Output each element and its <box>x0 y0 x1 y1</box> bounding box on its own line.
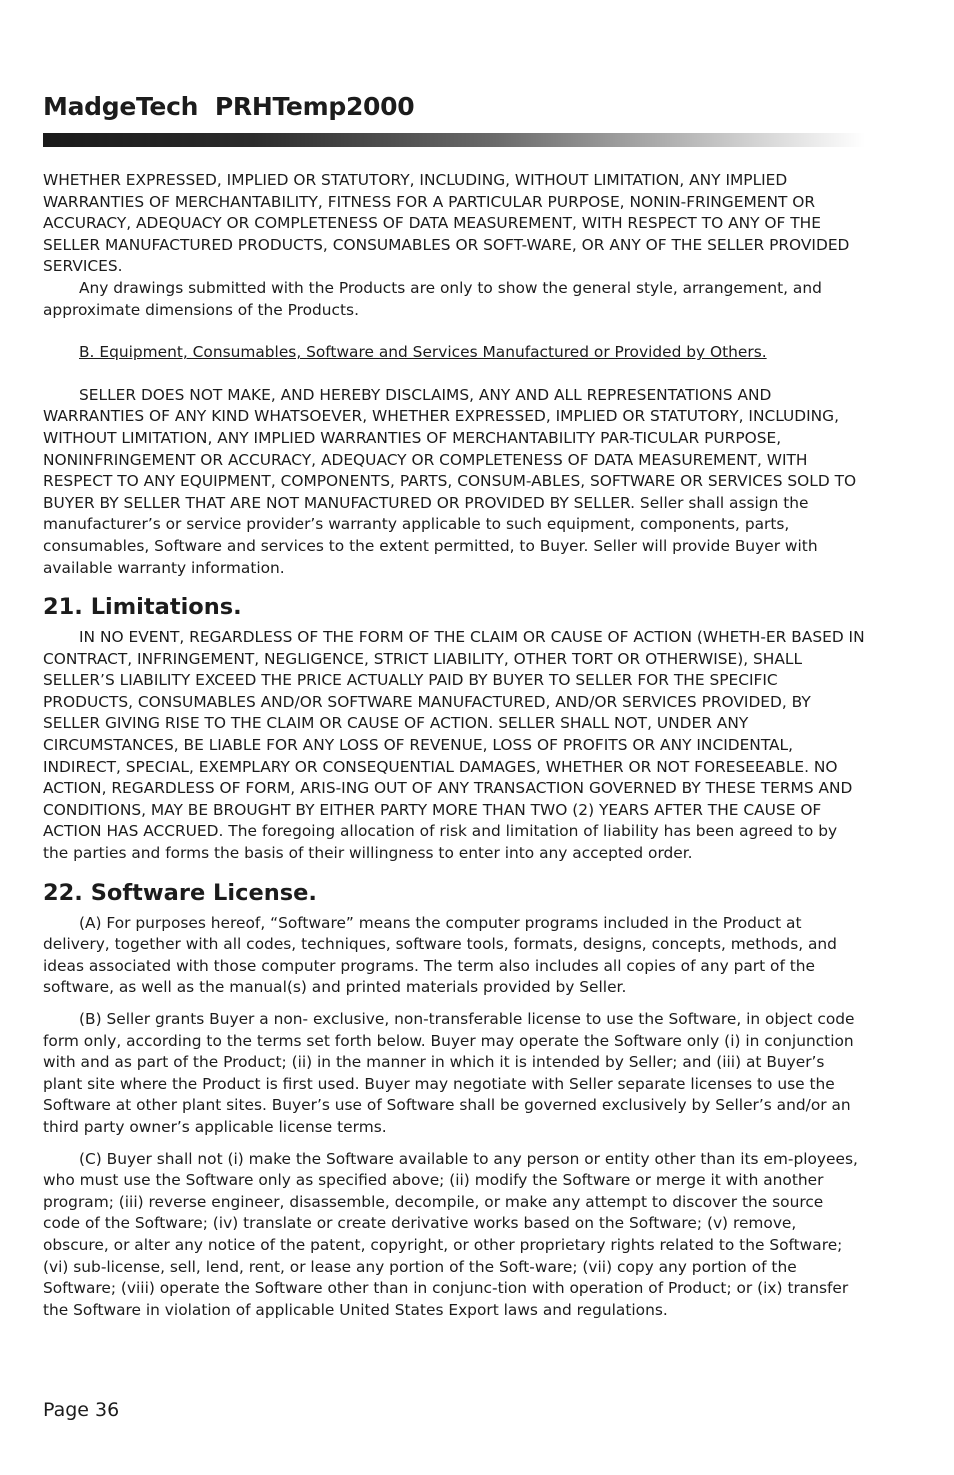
page-number: Page 36 <box>43 1399 120 1421</box>
subheading-equipment-by-others: B. Equipment, Consumables, Software and Services Manufactured or Provided by Others. <box>79 343 767 362</box>
paragraph-software-a: (A) For purposes hereof, “Software” means the computer programs included in the Product at delivery, together with all codes, techniques, software tools, formats, designs, concepts, methods, and ideas associated with those computer programs. The term also includes all copies of any part of the software, as well as the manual(s) and printed materials provided by Seller. <box>43 913 837 997</box>
paragraph-drawings: Any drawings submitted with the Products are only to show the general style, arrangement, and approximate dimensions of the Products. <box>43 278 822 319</box>
paragraph-disclaimer-continued: WHETHER EXPRESSED, IMPLIED OR STATUTORY, INCLUDING, WITHOUT LIMITATION, ANY IMPLIED WARRANTIES OF MERCHANTABILITY, FITNESS FOR A PARTICULAR PURPOSE, NONIN-FRINGEMENT OR ACCURACY, ADEQUACY OR COMPLETENESS OF DATA MEASUREMENT, WITH RESPECT TO ANY OF THE SELLER MANUFACTURED PRODUCTS, CONSUMABLES OR SOFT-WARE, OR ANY OF THE SELLER PROVIDED SERVICES. <box>43 171 850 276</box>
section-heading-limitations: 21. Limitations. <box>43 594 242 621</box>
paragraph-software-b: (B) Seller grants Buyer a non- exclusive, non-transferable license to use the Software, in object code form only, according to the terms set forth below. Buyer may operate the Software only (i) in conjunction with and as part of the Product; (ii) in the manner in which it is intended by Seller; and (iii) at Buyer’s plant site where the Product is first used. Buyer may negotiate with Seller separate licenses to use the Software at other plant sites. Buyer’s use of Software shall be governed exclusively by Seller’s and/or an third party owner’s applicable license terms. <box>43 1010 855 1136</box>
document-title: MadgeTech PRHTemp2000 <box>43 92 415 121</box>
paragraph-limitations: IN NO EVENT, REGARDLESS OF THE FORM OF THE CLAIM OR CAUSE OF ACTION (WHETH-ER BASED IN CONTRACT, INFRINGEMENT, NEGLIGENCE, STRICT LIABILITY, OTHER TORT OR OTHERWISE), SHALL SELLER’S LIABILITY EXCEED THE PRICE ACTUALLY PAID BY BUYER TO SELLER FOR THE SPECIFIC PRODUCTS, CONSUMABLES AND/OR SOFTWARE MANUFACTURED, AND/OR SERVICES PROVIDED, BY SELLER GIVING RISE TO THE CLAIM OR CAUSE OF ACTION. SELLER SHALL NOT, UNDER ANY CIRCUMSTANCES, BE LIABLE FOR ANY LOSS OF REVENUE, LOSS OF PROFITS OR ANY INCIDENTAL, INDIRECT, SPECIAL, EXEMPLARY OR CONSEQUENTIAL DAMAGES, WHETHER OR NOT FORESEEABLE. NO ACTION, REGARDLESS OF FORM, ARIS-ING OUT OF ANY TRANSACTION GOVERNED BY THESE TERMS AND CONDITIONS, MAY BE BROUGHT BY EITHER PARTY MORE THAN TWO (2) YEARS AFTER THE CAUSE OF ACTION HAS ACCRUED. The foregoing allocation of risk and limitation of liability has been agreed to by the parties and forms the basis of their willingness to enter into any accepted order. <box>43 628 865 863</box>
section-heading-software-license: 22. Software License. <box>43 879 317 906</box>
paragraph-seller-disclaims: SELLER DOES NOT MAKE, AND HEREBY DISCLAIMS, ANY AND ALL REPRESENTATIONS AND WARRANTIES OF ANY KIND WHATSOEVER, WHETHER EXPRESSED, IMPLIED OR STATUTORY, INCLUDING, WITHOUT LIMITATION, ANY IMPLIED WARRANTIES OF MERCHANTABILITY PAR-TICULAR PURPOSE, NONINFRINGEMENT OR ACCURACY, ADEQUACY OR COMPLETENESS OF DATA MEASUREMENT, WITH RESPECT TO ANY EQUIPMENT, COMPONENTS, PARTS, CONSUM-ABLES, SOFTWARE OR SERVICES SOLD TO BUYER BY SELLER THAT ARE NOT MANUFACTURED OR PROVIDED BY SELLER. Seller shall assign the manufacturer’s or service provider’s warranty applicable to such equipment, components, parts, consumables, Software and services to the extent permitted, to Buyer. Seller will provide Buyer with available warranty information. <box>43 385 857 577</box>
title-gradient-rule <box>43 133 865 147</box>
paragraph-software-c: (C) Buyer shall not (i) make the Software available to any person or entity other than its em-ployees, who must use the Software only as specified above; (ii) modify the Software or merge it with another program; (iii) reverse engineer, disassemble, decompile, or make any attempt to discover the source code of the Software; (iv) translate or create derivative works based on the Software; (v) remove, obscure, or alter any notice of the patent, copyright, or other proprietary rights related to the Software; (vi) sub-license, sell, lend, rent, or lease any portion of the Soft-ware; (vii) copy any portion of the Software; (viii) operate the Software other than in conjunc-tion with operation of Product; or (ix) transfer the Software in violation of applicable United States Export laws and regulations. <box>43 1149 858 1319</box>
document-body <box>43 170 865 1321</box>
